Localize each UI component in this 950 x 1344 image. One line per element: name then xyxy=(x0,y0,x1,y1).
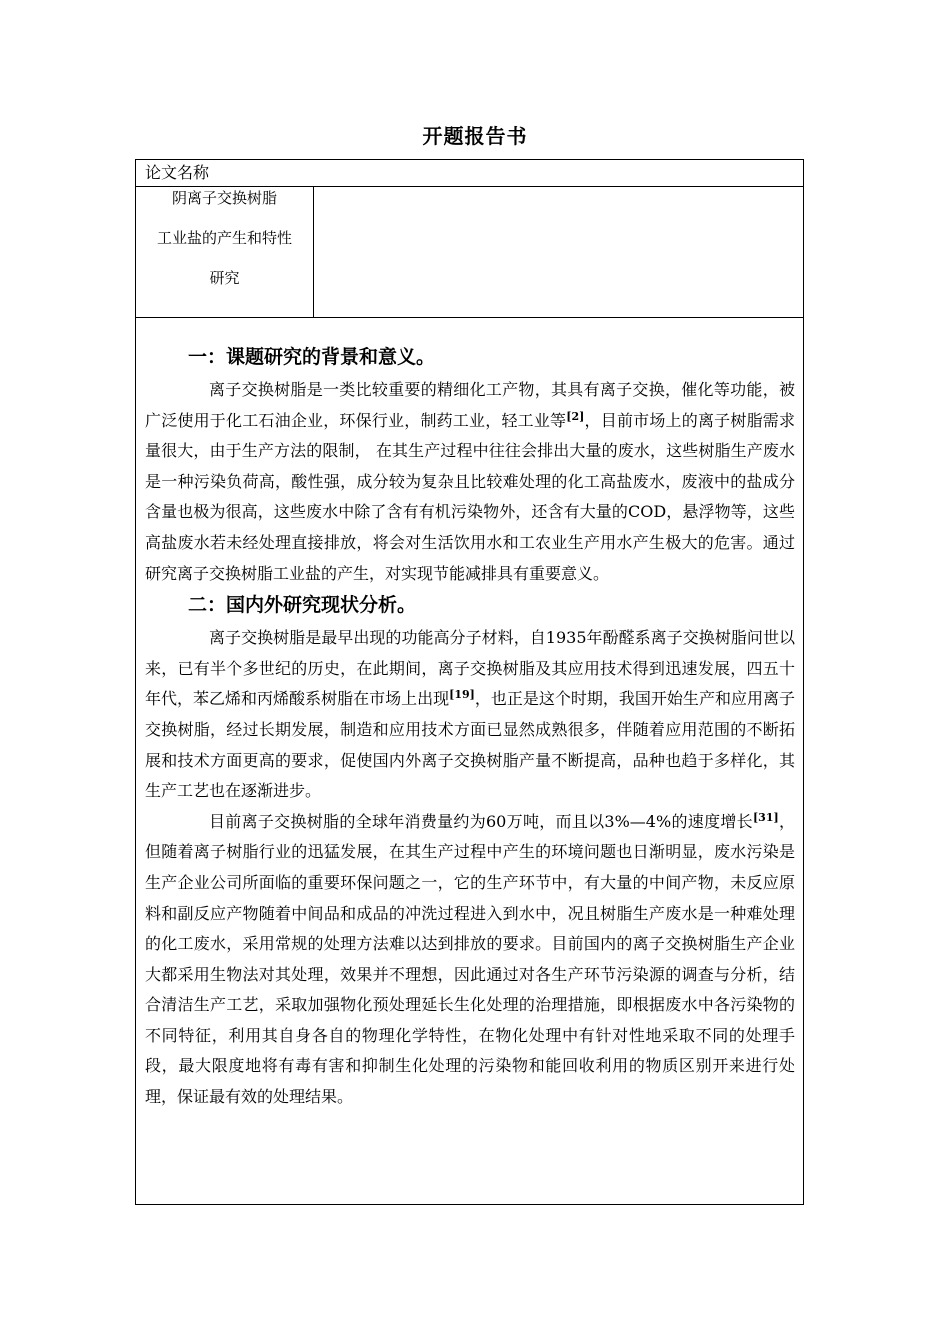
paragraph xyxy=(145,623,795,807)
section-heading-status: 二：国内外研究现状分析。 xyxy=(188,594,417,617)
thesis-title-row xyxy=(136,187,803,318)
citation-ref: [31] xyxy=(752,810,779,824)
paragraph xyxy=(145,807,795,1113)
thesis-title-line: 研究 xyxy=(209,269,240,287)
thesis-title-line: 工业盐的产生和特性 xyxy=(156,229,292,247)
proposal-body xyxy=(136,318,803,1204)
page-title: 开题报告书 xyxy=(422,124,528,148)
thesis-name-label: 论文名称 xyxy=(136,160,803,187)
citation-ref: [2] xyxy=(566,409,585,423)
thesis-title-line: 阴离子交换树脂 xyxy=(171,189,277,207)
paragraph-text: ，但随着离子树脂行业的迅猛发展，在其生产过程中产生的环境问题也日渐明显，废水污染是生产企业公司所面临的重要环保问题之一，它的生产环节中，有大量的中间产物，未反应原料和副反应产物随着中间品和成品的冲洗过程进入到水中，况且树脂生产废水是一种难处理的化工废水，采用常规的处理方法难以达到排放的要求。目前国内的离子交换树脂生产企业大都采用生物法对其处理，效果并不理想，因此通过对各生产环节污染源的调查与分析，结合清洁生产工艺，采取加强物化预处理延长生化处理的治理措施，即根据废水中各污染物的不同特征，利用其自身各自的物理化学特性，在物化处理中有针对性地采取不同的处理手段，最大限度地将有毒有害和抑制生化处理的污染物和能回收利用的物质区别开来进行处理，保证最有效的处理结果。 xyxy=(145,811,795,1107)
paragraph-text: 离子交换树脂是最早出现的功能高分子材料，自1935年酚醛系离子交换树脂问世以来，已有半个多世纪的历史，在此期间，离子交换树脂及其应用技术得到迅速发展，四五十年代，苯乙烯和丙烯酸系树脂在市场上出现 xyxy=(145,628,795,709)
paragraph xyxy=(145,375,795,589)
paragraph-text: ，目前市场上的离子树脂需求量很大，由于生产方法的限制， 在其生产过程中往往会排出大量的废水，这些树脂生产废水是一种污染负荷高，酸性强，成分较为复杂且比较难处理的化工高盐废水，废液中的盐成分含量也极为很高，这些废水中除了含有有机污染物外，还含有大量的COD，悬浮物等，这些高盐废水若未经处理直接排放，将会对生活饮用水和工农业生产用水产生极大的危害。通过研究离子交换树脂工业盐的产生，对实现节能减排具有重要意义。 xyxy=(145,410,795,583)
section-heading-background: 一：课题研究的背景和意义。 xyxy=(188,346,436,368)
paragraph-text: ，也正是这个时期，我国开始生产和应用离子交换树脂，经过长期发展，制造和应用技术方面已显然成熟很多，伴随着应用范围的不断拓展和技术方面更高的要求，促使国内外离子交换树脂产量不断提高，品种也趋于多样化，其生产工艺也在逐渐进步。 xyxy=(145,689,795,801)
thesis-title-value-cell xyxy=(314,187,803,317)
paragraph-text: 目前离子交换树脂的全球年消费量约为60万吨，而且以3%—4%的速度增长 xyxy=(209,811,753,831)
proposal-table xyxy=(135,159,804,1205)
citation-ref: [19] xyxy=(449,688,475,702)
paragraph-text: 离子交换树脂是一类比较重要的精细化工产物，其具有离子交换，催化等功能，被广泛使用于化工石油企业，环保行业，制药工业，轻工业等 xyxy=(145,380,795,430)
thesis-title-cell xyxy=(136,187,314,317)
